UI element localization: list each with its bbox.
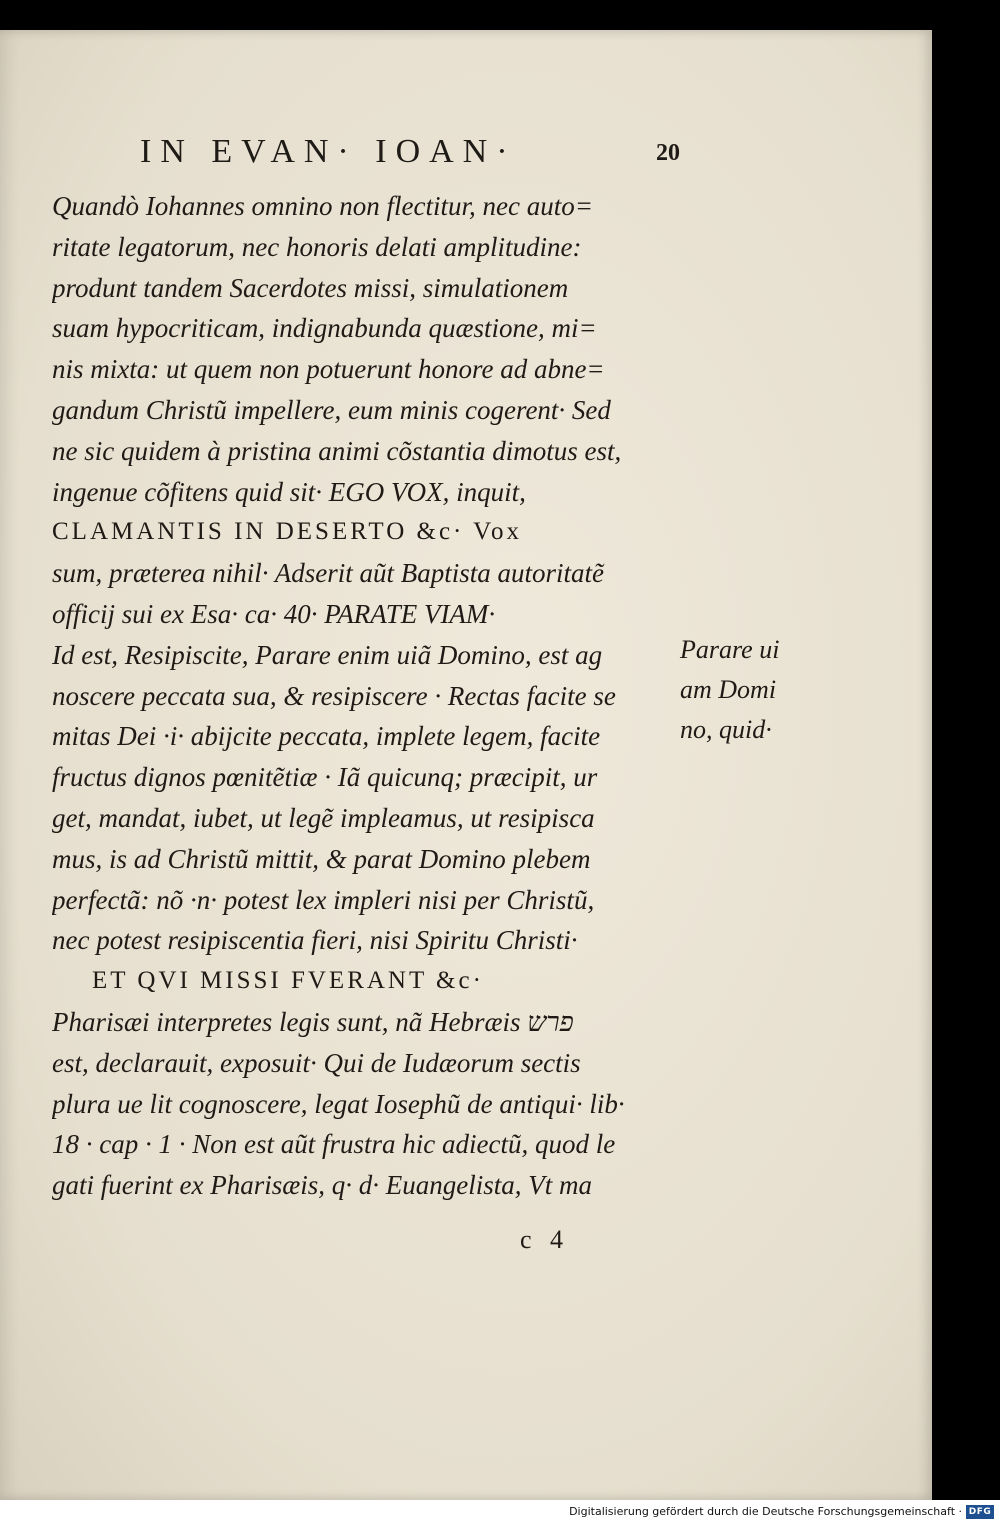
text-line: Id est, Resipiscite, Parare enim uiã Domino, est ag (52, 639, 603, 670)
text-line: ET QVI MISSI FVERANT &c· (92, 967, 484, 995)
body-text (52, 186, 674, 1206)
text-line: ritate legatorum, nec honoris delati amplitudine: (52, 231, 582, 262)
text-line: noscere peccata sua, & resipiscere · Rectas facite se (52, 680, 616, 711)
text-line: mitas Dei ·i· abijcite peccata, implete legem, facite (52, 721, 601, 752)
text-line: gandum Christũ impellere, eum minis cogerent· Sed (52, 394, 611, 425)
dfg-logo: DFG (966, 1505, 994, 1519)
marginal-note-line: no, quid· (680, 715, 772, 744)
text-line: nis mixta: ut quem non potuerunt honore ad abne= (52, 354, 605, 385)
marginal-note-line: am Domi (680, 675, 777, 704)
funding-credit: Digitalisierung gefördert durch die Deutsche Forschungsgemeinschaft · (569, 1505, 962, 1518)
page-number: 20 (656, 140, 680, 166)
text-line: ingenue cõfitens quid sit· EGO VOX, inquit, (52, 476, 526, 507)
marginal-note (680, 630, 810, 750)
text-line: gati fuerint ex Pharisæis, q· d· Euangelista, Vt ma (52, 1170, 592, 1201)
credit-bar (0, 1500, 1000, 1524)
text-line: suam hypocriticam, indignabunda quæstione, mi= (52, 313, 597, 344)
text-line: Pharisæi interpretes legis sunt, nã Hebræis פרש (52, 1006, 574, 1037)
text-line: perfectã: nõ ·n· potest lex impleri nisi per Christũ, (52, 884, 595, 915)
text-line: sum, præterea nihil· Adserit aũt Baptista autoritatẽ (52, 558, 605, 589)
text-line: fructus dignos pœnitẽtiæ · Iã quicunq; præcipit, ur (52, 762, 598, 793)
text-line: officij sui ex Esa· ca· 40· PARATE VIAM· (52, 598, 496, 629)
running-head (140, 132, 680, 172)
text-line: mus, is ad Christũ mittit, & parat Domino plebem (52, 843, 591, 874)
text-line: nec potest resipiscentia fieri, nisi Spiritu Christi· (52, 925, 578, 956)
text-line: get, mandat, iubet, ut legẽ impleamus, ut resipisca (52, 802, 595, 833)
text-line: produnt tandem Sacerdotes missi, simulationem (52, 272, 569, 303)
marginal-note-line: Parare ui (680, 635, 780, 664)
running-head-title: IN EVAN· IOAN· (140, 133, 517, 170)
text-line: plura ue lit cognoscere, legat Iosephũ de antiqui· lib· (52, 1088, 625, 1119)
text-line: est, declarauit, exposuit· Qui de Iudæorum sectis (52, 1047, 581, 1078)
signature-mark: c 4 (520, 1225, 570, 1254)
text-line: Quandò Iohannes omnino non flectitur, nec auto= (52, 191, 593, 221)
text-line: 18 · cap · 1 · Non est aũt frustra hic adiectũ, quod le (52, 1129, 616, 1160)
text-line: CLAMANTIS IN DESERTO &c· Vox (52, 518, 523, 546)
text-line: ne sic quidem à pristina animi cõstantia dimotus est, (52, 435, 622, 466)
